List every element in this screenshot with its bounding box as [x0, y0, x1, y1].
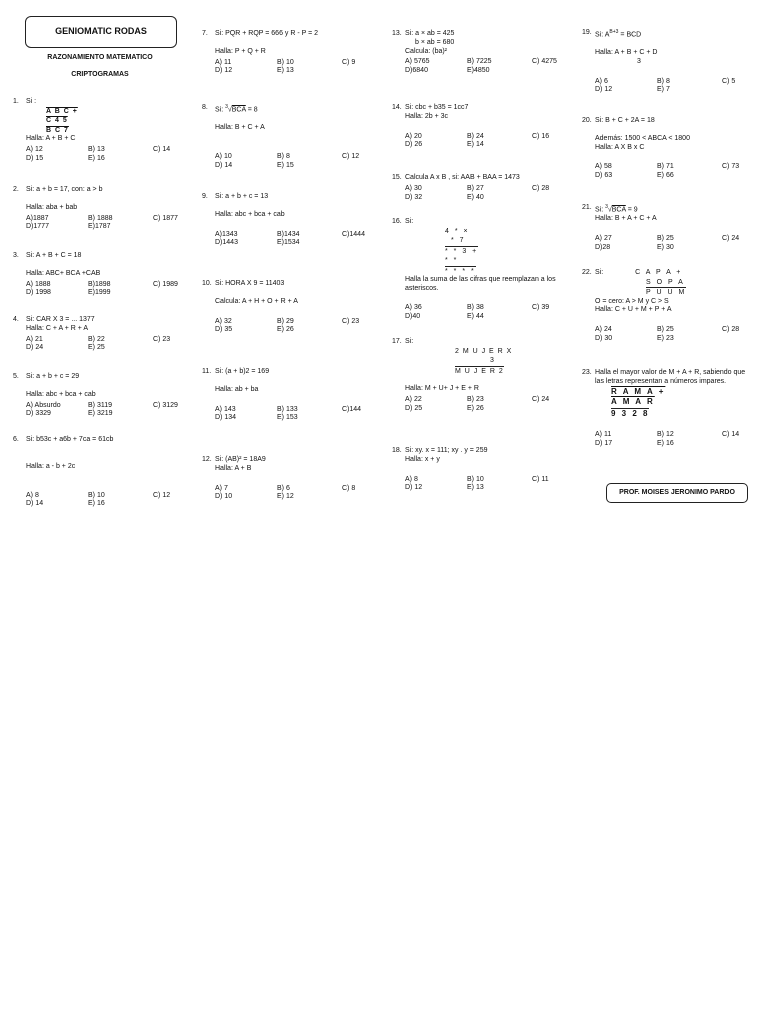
problem-12: 12. Si: (AB)² = 18A9 Halla: A + B A) 7 B) 6 C) 8 D) 10 E) 12 — [215, 456, 380, 502]
problem-3: 3. Si: A + B + C = 18 Halla: ABC+ BCA +CAB A) 1888 B)1898 C) 1989 D) 1998 E)1999 — [26, 252, 191, 298]
options: A)1887 B) 1888 C) 1877 D)1777 E)1787 — [26, 214, 178, 231]
problem-11: 11. Si: (a + b)2 = 169 Halla: ab + ba A) 143 B) 133 C)144 D) 134 E) 153 — [215, 368, 380, 423]
options: A) 32 B) 29 C) 23 D) 35 E) 26 — [215, 317, 360, 334]
options: A) 12 B) 13 C) 14 D) 15 E) 16 — [26, 145, 171, 162]
options: A) 22 B) 23 C) 24 D) 25 E) 26 — [405, 395, 550, 412]
problem-10: 10. Si: HORA X 9 = 11403 Calcula: A + H + O + R + A A) 32 B) 29 C) 23 D) 35 E) 26 — [215, 280, 380, 335]
options: A) 11 B) 10 C) 9 D) 12 E) 13 — [215, 58, 356, 75]
problem-17: 17. Si: 2 M U J E R X 3 M U J E R 2 Halla: M + U+ J + E + R A) 22 B) 23 C) 24 D) 25 E) 26 — [405, 338, 570, 413]
problem-22: 22. Si: C A P A + S O P A P U U M O = cero: A > M y C > S Halla: C + U + M + P + A A) 24 B) 25 C) 28 D) 30 E) 23 — [595, 269, 760, 344]
options: A) 58 B) 71 C) 73 D) 63 E) 66 — [595, 163, 740, 179]
options: A) 27 B) 25 C) 24 D)28 E) 30 — [595, 234, 740, 251]
options: A) 10 B) 8 C) 12 D) 14 E) 15 — [215, 152, 360, 169]
options: A) Absurdo B) 3119 C) 3129 D) 3329 E) 3219 — [26, 401, 178, 418]
options: A) 7 B) 6 C) 8 D) 10 E) 12 — [215, 484, 356, 501]
options: A) 24 B) 25 C) 28 D) 30 E) 23 — [595, 326, 740, 342]
options: A) 21 B) 22 C) 23 D) 24 E) 25 — [26, 335, 171, 352]
problem-13: 13. Si: a × ab = 425 b × ab = 680 Calcula: (ba)² A) 5765 B) 7225 C) 4275 D)6840 E)4850 — [405, 30, 570, 76]
page-title: GENIOMATIC RODAS — [25, 16, 177, 48]
author-signature: PROF. MOISES JERONIMO PARDO — [606, 483, 748, 503]
course-subtitle: RAZONAMIENTO MATEMATICO — [47, 54, 153, 61]
options: A) 8 B) 10 C) 12 D) 14 E) 16 — [26, 491, 171, 508]
addition-rama: R A M A + A M A R 9 3 2 8 — [611, 386, 666, 419]
problem-5: 5. Si: a + b + c = 29 Halla: abc + bca + cab A) Absurdo B) 3119 C) 3129 D) 3329 E) 3219 — [26, 373, 191, 419]
problem-15: 15. Calcula A x B , si: AAB + BAA = 1473 A) 30 B) 27 C) 28 D) 32 E) 40 — [405, 174, 570, 202]
problem-21: 21. Si: $^3$√BCA = 9 Halla: B + A + C + A A) 27 B) 25 C) 24 D)28 E) 30 — [595, 204, 760, 252]
options: A) 30 B) 27 C) 28 D) 32 E) 40 — [405, 184, 550, 201]
problem-9: 9. Si: a + b + c = 13 Halla: abc + bca + cab A)1343 B)1434 C)1444 D)1443 E)1534 — [215, 193, 380, 248]
options: A) 11 B) 12 C) 14 D) 17 E) 16 — [595, 430, 740, 447]
options: A) 20 B) 24 C) 16 D) 26 E) 14 — [405, 132, 550, 149]
problem-4: 4. Si: CAR X 3 = ... 1377 Halla: C + A + R + A A) 21 B) 22 C) 23 D) 24 E) 25 — [26, 316, 191, 353]
problem-18: 18. Si: xy. x = 111; xy . y = 259 Halla: x + y A) 8 B) 10 C) 11 D) 12 E) 13 — [405, 447, 570, 493]
options: A) 5765 B) 7225 C) 4275 D)6840 E)4850 — [405, 58, 557, 74]
options: A) 143 B) 133 C)144 D) 134 E) 153 — [215, 405, 362, 422]
problem-19: 19. Si: $A^{B+3}$ = BCD Halla: A + B + C + D 3 A) 6 B) 8 C) 5 D) 12 E) 7 — [595, 29, 760, 95]
problem-1: 1. Si : A B C + C 4 5 B C 7 Halla: A + B + C A) 12 B) 13 C) 14 D) 15 E) 16 — [26, 98, 191, 163]
problem-14: 14. Si: cbc + b35 = 1cc7 Halla: 2b + 3c A) 20 B) 24 C) 16 D) 26 E) 14 — [405, 104, 570, 150]
problem-6: 6. Si: b53c + a6b + 7ca = 61cb Halla: a - b + 2c A) 8 B) 10 C) 12 D) 14 E) 16 — [26, 436, 191, 509]
asterisk-operation: 4 * × * 7 * * 3 + * * * * * * — [445, 227, 479, 275]
problem-7: 7. Si: PQR + RQP = 666 y R - P = 2 Halla: P + Q + R A) 11 B) 10 C) 9 D) 12 E) 13 — [215, 30, 380, 76]
options: A) 36 B) 38 C) 39 D)40 E) 44 — [405, 304, 550, 321]
options: A) 6 B) 8 C) 5 D) 12 E) 7 — [595, 77, 736, 94]
options: A) 1888 B)1898 C) 1989 D) 1998 E)1999 — [26, 280, 178, 297]
problem-20: 20. Si: B + C + 2A = 18 Además: 1500 < ABCA < 1800 Halla: A X B x C A) 58 B) 71 C) 73 D) 63 E) 66 — [595, 117, 760, 181]
problem-2: 2. Si: a + b = 17, con: a > b Halla: aba + bab A)1887 B) 1888 C) 1877 D)1777 E)1787 — [26, 186, 191, 232]
problem-8: 8. Si: $^3$√BCA = 8 Halla: B + C + A A) 10 B) 8 C) 12 D) 14 E) 15 — [215, 104, 380, 170]
options: A) 8 B) 10 C) 11 D) 12 E) 13 — [405, 475, 549, 492]
options: A)1343 B)1434 C)1444 D)1443 E)1534 — [215, 230, 365, 247]
multiplication: 2 M U J E R X 3 M U J E R 2 — [455, 347, 513, 375]
problem-16: 16. Si: 4 * × * 7 * * 3 + * * * * * * Halla la suma de las cifras que reemplazan a los asteriscos. A) 36 B) 38 C) 39 D)40 E) 44 — [405, 218, 570, 322]
problem-23: 23. Halla el mayor valor de M + A + R, sabiendo que las letras representan a números impares. R A M A + A M A R 9 3 2 8 A) 11 B) 12 C) 14 D) 17 E) 16 — [595, 369, 760, 448]
topic-subtitle: CRIPTOGRAMAS — [71, 71, 129, 78]
